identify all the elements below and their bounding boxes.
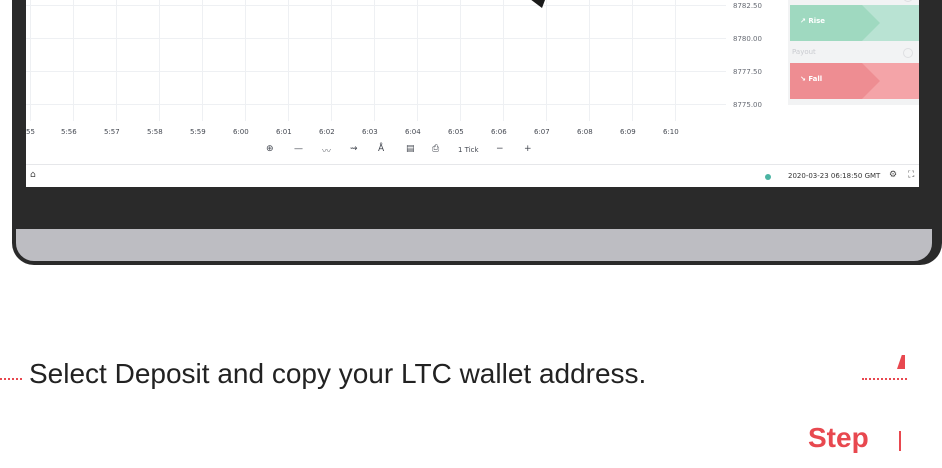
price-tick: 8782.50 (733, 2, 762, 10)
server-time: 2020-03-23 06:18:50 GMT (788, 172, 881, 180)
fibonacci-icon[interactable]: Å (378, 144, 385, 154)
connection-status-dot (765, 174, 771, 180)
zoom-in-icon[interactable]: + (524, 144, 532, 154)
time-tick: 6:01 (276, 128, 292, 136)
fall-text: Fall (808, 75, 823, 83)
download-icon[interactable]: ⎙ (432, 144, 440, 154)
rise-text: Rise (808, 17, 826, 25)
step-label: Step (808, 422, 869, 453)
fullscreen-icon[interactable]: ⛶ (908, 170, 915, 180)
fall-button[interactable] (790, 63, 919, 99)
time-tick: 6:02 (319, 128, 335, 136)
time-tick: 5:59 (190, 128, 206, 136)
arrow-pointer-icon (482, 0, 560, 8)
time-tick: 6:10 (663, 128, 679, 136)
chart-graphics (26, 0, 768, 136)
ray-icon[interactable]: ⇝ (350, 144, 358, 154)
price-chart[interactable] (26, 0, 768, 136)
price-tick: 8777.50 (733, 68, 762, 76)
price-tick: 8780.00 (733, 35, 762, 43)
gear-icon[interactable]: ⚙ (889, 170, 898, 180)
payout-toggle[interactable] (903, 48, 913, 58)
zoom-out-icon[interactable]: − (496, 144, 504, 154)
trading-screen (26, 0, 919, 186)
time-tick: 6:08 (577, 128, 593, 136)
step-bracket (899, 431, 905, 451)
device-bottom-bezel (14, 227, 934, 263)
time-tick: 6:00 (233, 128, 249, 136)
time-tick: 55 (26, 128, 35, 136)
time-tick: 6:06 (491, 128, 507, 136)
arrow-up-right-icon: ↗ (800, 17, 809, 25)
trend-line-icon[interactable]: 〰 (322, 147, 332, 157)
instruction-caption (0, 352, 907, 402)
arrow-down-right-icon: ↘ (800, 75, 809, 83)
crosshair-icon[interactable]: ⊕ (266, 144, 274, 154)
horizontal-line-icon[interactable]: — (294, 144, 303, 154)
time-tick: 6:07 (534, 128, 550, 136)
chart-toolbar (26, 144, 768, 158)
time-tick: 5:57 (104, 128, 120, 136)
status-bar (26, 164, 919, 187)
time-tick: 6:05 (448, 128, 464, 136)
rise-button[interactable] (790, 5, 919, 41)
price-tick: 8775.00 (733, 101, 762, 109)
device-frame (12, 0, 942, 265)
time-tick: 6:03 (362, 128, 378, 136)
time-tick: 6:04 (405, 128, 421, 136)
template-icon[interactable]: ▤ (406, 144, 415, 154)
payout-toggle[interactable] (903, 0, 913, 2)
payout-label: Payout (792, 48, 816, 56)
rise-label (800, 17, 825, 25)
instruction-text: Select Deposit and copy your LTC wallet address. (29, 358, 647, 389)
time-tick: 5:56 (61, 128, 77, 136)
trade-panel (788, 0, 919, 105)
dotted-line-left (0, 378, 22, 380)
tick-interval-button[interactable]: 1 Tick (458, 146, 479, 154)
time-tick: 6:09 (620, 128, 636, 136)
time-tick: 5:58 (147, 128, 163, 136)
briefcase-icon[interactable]: ⌂ (30, 170, 36, 180)
dotted-line-right (862, 378, 907, 380)
fall-label (800, 75, 822, 83)
